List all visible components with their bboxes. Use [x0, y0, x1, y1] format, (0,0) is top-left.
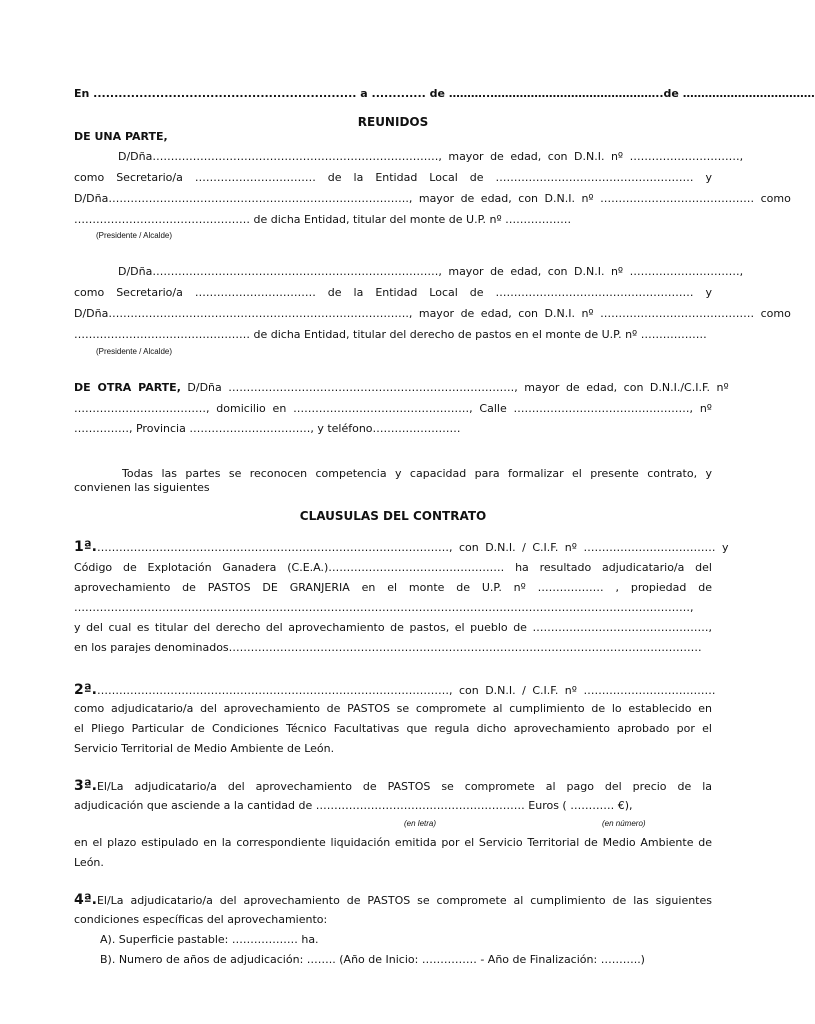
c3-number: 3ª.: [74, 778, 97, 794]
c1-number: 1ª.: [74, 539, 97, 555]
otra-parte-line-1-text: D/Dña ……………………………………………………………………, mayor de edad, con D.N.I./C.I.F. nº: [180, 381, 729, 394]
c4-number: 4ª.: [74, 892, 97, 908]
c2-line-3: el Pliego Particular de Condiciones Técnico Facultativas que regula dicho aprovechamiento aprobado por el: [74, 722, 712, 735]
p2-role-note: (Presidente / Alcalde): [96, 347, 173, 356]
p2-line-1: D/Dña……………………………………………………………………, mayor de edad, con D.N.I. nº …………………………,: [118, 265, 744, 278]
c1-line-1: [74, 539, 729, 556]
c3-en-numero-note: (en número): [602, 819, 646, 828]
p1-line-2: como Secretario/a …………………………… de la Entidad Local de ……………………………………………… y: [74, 171, 712, 184]
p2-line-3: D/Dña………………………………………………………………………., mayor de edad, con D.N.I. nº …………………………………… como: [74, 307, 791, 320]
p1-line-1: D/Dña……………………………………………………………………, mayor de edad, con D.N.I. nº …………………………,: [118, 150, 744, 163]
c4-item-a: A). Superficie pastable: ……………… ha.: [100, 933, 319, 946]
c1-line-3: aprovechamiento de PASTOS DE GRANJERIA en el monte de U.P. nº ……………… , propiedad de: [74, 581, 712, 594]
c3-line-3: en el plazo estipulado en la correspondiente liquidación emitida por el Servicio Territorial de Medio Ambiente de: [74, 836, 712, 849]
c1-line-5: y del cual es titular del derecho del aprovechamiento de pastos, el pueblo de …………………………………………,: [74, 621, 712, 634]
c2-line-1: [74, 682, 716, 699]
competencia-line-2: convienen las siguientes: [74, 481, 210, 494]
otra-parte-line-2: ………………………………, domicilio en …………………………………………, Calle …………………………………………, nº: [74, 402, 712, 415]
competencia-line-1: Todas las partes se reconocen competencia y capacidad para formalizar el presente contrato, y: [122, 467, 712, 480]
c3-line-1-text: El/La adjudicatario/a del aprovechamiento de PASTOS se compromete al pago del precio de la: [96, 780, 712, 793]
c3-line-4: León.: [74, 856, 104, 869]
c2-line-1-text: ……………………………………………………………………………………, con D.N.I. / C.I.F. nº ………………………………: [96, 684, 716, 697]
c2-line-2: como adjudicatario/a del aprovechamiento de PASTOS se compromete al cumplimiento de lo establecido en: [74, 702, 712, 715]
p2-line-4: ………………………………………… de dicha Entidad, titular del derecho de pastos en el monte de U.P. nº ………………: [74, 328, 707, 341]
c1-line-4: ……………………………………………………………………………………………………………………………………………………,: [74, 601, 694, 614]
p1-line-4: ………………………………………… de dicha Entidad, titular del monte de U.P. nº ………………: [74, 213, 572, 226]
reunidos-heading: REUNIDOS: [357, 115, 429, 129]
otra-parte-line-3: ……………, Provincia ……………………………, y teléfono……………………: [74, 422, 461, 435]
p2-line-2: como Secretario/a …………………………… de la Entidad Local de ……………………………………………… y: [74, 286, 712, 299]
de-una-parte-label: DE UNA PARTE,: [74, 130, 168, 143]
p1-role-note: (Presidente / Alcalde): [96, 231, 173, 240]
c3-en-letra-note: (en letra): [404, 819, 437, 828]
p1-line-3: D/Dña………………………………………………………………………., mayor de edad, con D.N.I. nº …………………………………… como: [74, 192, 791, 205]
c1-line-6: en los parajes denominados…………………………………………………………………………………………………………………: [74, 641, 702, 654]
c1-line-1-text: ……………………………………………………………………………………, con D.N.I. / C.I.F. nº ……………………………… y: [96, 541, 729, 554]
c3-line-2: adjudicación que asciende a la cantidad de ………………………………………………… Euros ( ………… €),: [74, 799, 633, 812]
c2-number: 2ª.: [74, 682, 97, 698]
c4-line-1-text: El/La adjudicatario/a del aprovechamiento de PASTOS se compromete al cumplimiento de las siguientes: [96, 894, 712, 907]
c1-line-2: Código de Explotación Ganadera (C.E.A.)………………………………………… ha resultado adjudicatario/a del: [74, 561, 712, 574]
header-place-date-line: En ............................................................... a ............. de ………..………………………………………..de ………………………………: [74, 87, 815, 100]
otra-parte-line-1: [74, 381, 729, 395]
c3-line-1: [74, 778, 712, 795]
c4-line-2: condiciones específicas del aprovechamiento:: [74, 913, 328, 926]
otra-parte-label: DE OTRA PARTE,: [74, 381, 181, 394]
c4-item-b: B). Numero de años de adjudicación: …….. (Año de Inicio: …………… - Año de Finalización: ………..): [100, 953, 645, 966]
c4-line-1: [74, 892, 712, 909]
c2-line-4: Servicio Territorial de Medio Ambiente de León.: [74, 742, 335, 755]
clausulas-heading: CLAUSULAS DEL CONTRATO: [299, 509, 487, 523]
